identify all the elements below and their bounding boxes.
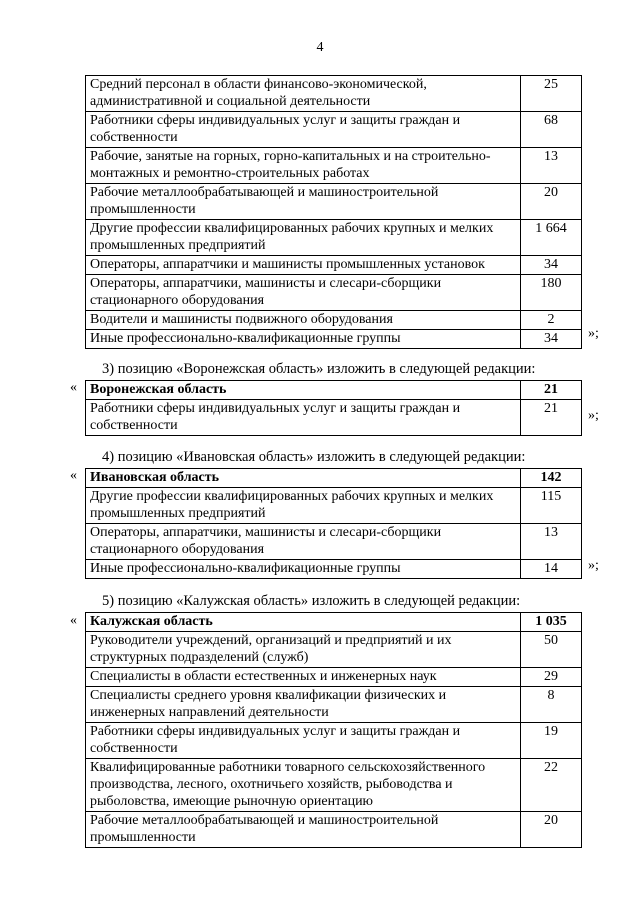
table-header-row bbox=[86, 613, 582, 632]
table-voronezh bbox=[85, 380, 582, 436]
count-cell: 13 bbox=[521, 524, 582, 560]
profession-cell: Специалисты в области естественных и инженерных наук bbox=[86, 668, 521, 687]
table-kaluga bbox=[85, 612, 582, 848]
table-row bbox=[86, 488, 582, 524]
profession-cell: Средний персонал в области финансово-экономической, административной и социальной деятельности bbox=[86, 76, 521, 112]
count-cell: 68 bbox=[521, 112, 582, 148]
count-cell: 20 bbox=[521, 812, 582, 848]
region-total-cell: 142 bbox=[521, 469, 582, 488]
profession-cell: Работники сферы индивидуальных услуг и защиты граждан и собственности bbox=[86, 723, 521, 759]
paragraph-kaluga: 5) позицию «Калужская область» изложить в следующей редакции: bbox=[102, 593, 521, 609]
profession-cell: Рабочие, занятые на горных, горно-капитальных и на строительно-монтажных и ремонтно-строительных работах bbox=[86, 148, 521, 184]
table-ivanovo bbox=[85, 468, 582, 579]
table-row bbox=[86, 112, 582, 148]
table-row bbox=[86, 723, 582, 759]
count-cell: 115 bbox=[521, 488, 582, 524]
profession-cell: Рабочие металлообрабатывающей и машиностроительной промышленности bbox=[86, 184, 521, 220]
opening-quote: « bbox=[70, 468, 77, 483]
table-header-row bbox=[86, 469, 582, 488]
count-cell: 19 bbox=[521, 723, 582, 759]
region-name-cell: Ивановская область bbox=[86, 469, 521, 488]
table-row bbox=[86, 400, 582, 436]
table-row bbox=[86, 687, 582, 723]
opening-quote: « bbox=[70, 380, 77, 395]
count-cell: 34 bbox=[521, 330, 582, 349]
count-cell: 180 bbox=[521, 275, 582, 311]
table-row bbox=[86, 275, 582, 311]
profession-cell: Другие профессии квалифицированных рабочих крупных и мелких промышленных предприятий bbox=[86, 488, 521, 524]
profession-cell: Иные профессионально-квалификационные группы bbox=[86, 330, 521, 349]
table-row bbox=[86, 256, 582, 275]
table-row bbox=[86, 524, 582, 560]
count-cell: 1 664 bbox=[521, 220, 582, 256]
count-cell: 8 bbox=[521, 687, 582, 723]
table-row bbox=[86, 632, 582, 668]
table-row bbox=[86, 330, 582, 349]
profession-cell: Иные профессионально-квалификационные группы bbox=[86, 560, 521, 579]
count-cell: 14 bbox=[521, 560, 582, 579]
count-cell: 25 bbox=[521, 76, 582, 112]
table-continued bbox=[85, 75, 582, 349]
table-row bbox=[86, 560, 582, 579]
profession-cell: Руководители учреждений, организаций и предприятий и их структурных подразделений (служб) bbox=[86, 632, 521, 668]
count-cell: 50 bbox=[521, 632, 582, 668]
closing-quote: »; bbox=[588, 408, 599, 423]
paragraph-voronezh: 3) позицию «Воронежская область» изложить в следующей редакции: bbox=[102, 361, 536, 377]
region-total-cell: 21 bbox=[521, 381, 582, 400]
page-number: 4 bbox=[316, 40, 324, 55]
profession-cell: Операторы, аппаратчики и машинисты промышленных установок bbox=[86, 256, 521, 275]
count-cell: 2 bbox=[521, 311, 582, 330]
profession-cell: Квалифицированные работники товарного сельскохозяйственного производства, лесного, охотничьего хозяйств, рыбоводства и рыболовства, имеющие рыночную ориентацию bbox=[86, 759, 521, 812]
count-cell: 29 bbox=[521, 668, 582, 687]
table-row bbox=[86, 759, 582, 812]
profession-cell: Рабочие металлообрабатывающей и машиностроительной промышленности bbox=[86, 812, 521, 848]
table-row bbox=[86, 220, 582, 256]
region-total-cell: 1 035 bbox=[521, 613, 582, 632]
profession-cell: Водители и машинисты подвижного оборудования bbox=[86, 311, 521, 330]
paragraph-ivanovo: 4) позицию «Ивановская область» изложить в следующей редакции: bbox=[102, 449, 526, 465]
opening-quote: « bbox=[70, 613, 77, 628]
profession-cell: Работники сферы индивидуальных услуг и защиты граждан и собственности bbox=[86, 112, 521, 148]
profession-cell: Работники сферы индивидуальных услуг и защиты граждан и собственности bbox=[86, 400, 521, 436]
count-cell: 22 bbox=[521, 759, 582, 812]
table-row bbox=[86, 76, 582, 112]
profession-cell: Специалисты среднего уровня квалификации физических и инженерных направлений деятельности bbox=[86, 687, 521, 723]
profession-cell: Операторы, аппаратчики, машинисты и слесари-сборщики стационарного оборудования bbox=[86, 275, 521, 311]
count-cell: 21 bbox=[521, 400, 582, 436]
closing-quote: »; bbox=[588, 558, 599, 573]
region-name-cell: Калужская область bbox=[86, 613, 521, 632]
region-name-cell: Воронежская область bbox=[86, 381, 521, 400]
profession-cell: Другие профессии квалифицированных рабочих крупных и мелких промышленных предприятий bbox=[86, 220, 521, 256]
count-cell: 13 bbox=[521, 148, 582, 184]
table-row bbox=[86, 184, 582, 220]
count-cell: 34 bbox=[521, 256, 582, 275]
table-row bbox=[86, 668, 582, 687]
table-row bbox=[86, 311, 582, 330]
table-row bbox=[86, 812, 582, 848]
closing-quote: »; bbox=[588, 326, 599, 341]
table-row bbox=[86, 148, 582, 184]
profession-cell: Операторы, аппаратчики, машинисты и слесари-сборщики стационарного оборудования bbox=[86, 524, 521, 560]
table-header-row bbox=[86, 381, 582, 400]
count-cell: 20 bbox=[521, 184, 582, 220]
